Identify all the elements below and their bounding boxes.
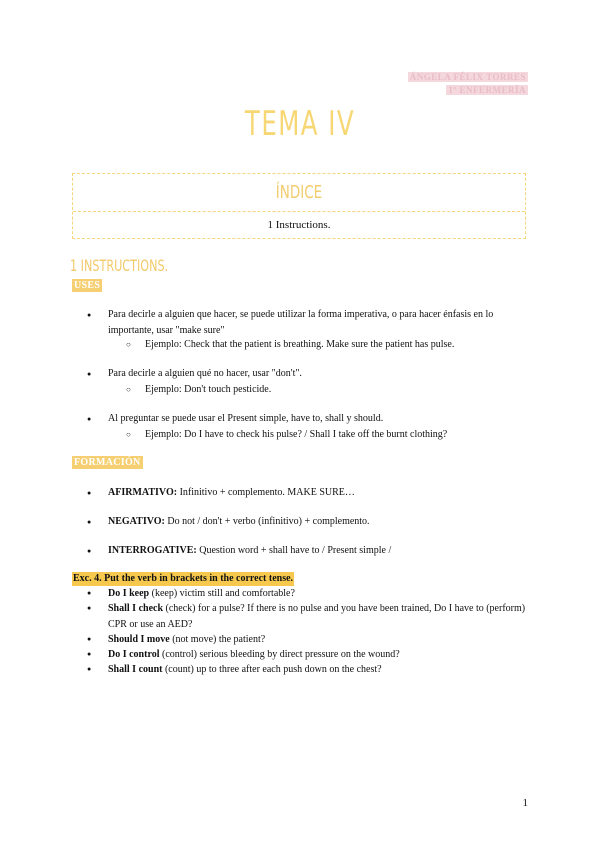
list-item [108, 601, 528, 632]
item-bold: Do I control [108, 649, 160, 660]
header-author: ÁNGELA FÉLIX TORRES [409, 72, 526, 82]
item-bold: Shall I count [108, 664, 163, 675]
exercise-title: Exc. 4. Put the verb in brackets in the correct tense. [73, 573, 294, 584]
page-title: TEMA IV [244, 104, 356, 144]
list-item [108, 485, 528, 501]
toc-divider [73, 211, 525, 212]
toc-title: ÍNDICE [275, 182, 323, 203]
item-bold: NEGATIVO: [108, 516, 165, 527]
item-bold: Should I move [108, 634, 170, 645]
table-of-contents [72, 173, 526, 239]
list-item [108, 586, 528, 602]
list-subitem: ○ Ejemplo: Check that the patient is breathing. Make sure the patient has pulse. [145, 337, 525, 353]
list-item: ● Para decirle a alguien que hacer, se puede utilizar la forma imperativa, o para hacer énfasis en lo importante, usar "make sure" [108, 307, 528, 339]
item-text: Question word + shall have to / Present simple / [196, 545, 392, 556]
list-item: ● Al preguntar se puede usar el Present simple, have to, shall y should. [108, 411, 528, 427]
item-bold: Do I keep [108, 588, 150, 599]
list-item [108, 632, 528, 648]
item-text: (keep) victim still and comfortable? [149, 588, 295, 599]
item-bold: AFIRMATIVO: [108, 487, 178, 498]
list-subitem: ○ Ejemplo: Don't touch pesticide. [145, 382, 525, 398]
list-item [108, 514, 528, 530]
item-text: Do not / don't + verbo (infinitivo) + complemento. [164, 516, 370, 527]
item-bold: Shall I check [108, 603, 164, 614]
list-subitem: ○ Ejemplo: Do I have to check his pulse? / Shall I take off the burnt clothing? [145, 427, 525, 443]
page-number: 1 [522, 797, 528, 809]
header-course: 1º ENFERMERÍA [448, 85, 526, 95]
item-text: (control) serious bleeding by direct pressure on the wound? [159, 649, 400, 660]
item-text: Infinitivo + complemento. MAKE SURE… [177, 487, 355, 498]
list-item [108, 543, 528, 559]
section-heading: 1 INSTRUCTIONS. [70, 256, 169, 275]
formacion-label: FORMACIÓN [74, 457, 141, 468]
item-text: (count) up to three after each push down on the chest? [162, 664, 382, 675]
item-bold: INTERROGATIVE: [108, 545, 197, 556]
item-text: (check) for a pulse? If there is no pulse and you have been trained, Do I have to (perform) CPR or use an AED? [108, 603, 526, 630]
list-item: ● Para decirle a alguien qué no hacer, usar "don't". [108, 366, 528, 382]
uses-label: USES [74, 280, 101, 291]
list-item [108, 662, 528, 678]
item-text: (not move) the patient? [169, 634, 266, 645]
toc-item[interactable]: 1 Instructions. [267, 219, 331, 231]
list-item [108, 647, 528, 663]
